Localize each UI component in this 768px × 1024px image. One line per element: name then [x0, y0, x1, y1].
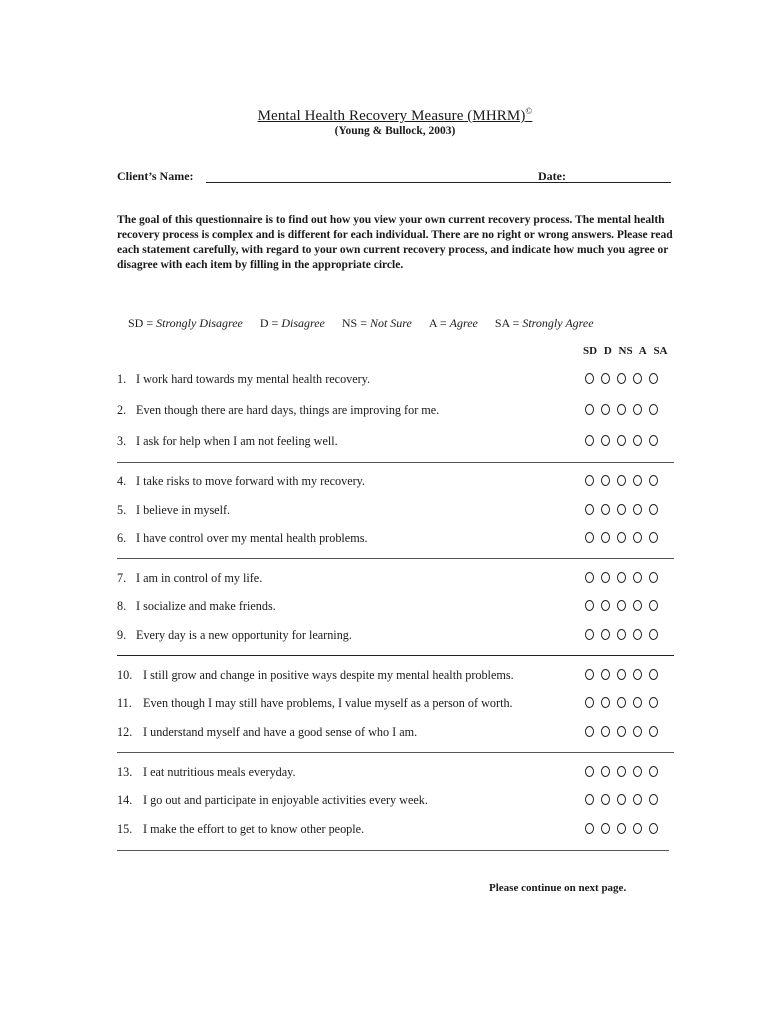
response-circle-sd[interactable] [585, 726, 594, 737]
response-circle-sa[interactable] [649, 600, 658, 611]
question-number: 9. [117, 628, 127, 642]
response-circle-a[interactable] [633, 532, 642, 543]
response-circle-ns[interactable] [617, 726, 626, 737]
response-circle-d[interactable] [601, 572, 610, 583]
response-circle-d[interactable] [601, 823, 610, 834]
question-text: I understand myself and have a good sense of who I am. [143, 725, 418, 739]
question-row [117, 503, 677, 519]
response-circle-sd[interactable] [585, 823, 594, 834]
response-options [585, 823, 658, 834]
question-row [117, 668, 677, 684]
page-subtitle: (Young & Bullock, 2003) [334, 125, 456, 137]
response-circle-sd[interactable] [585, 629, 594, 640]
question-text: I go out and participate in enjoyable activities every week. [143, 793, 428, 807]
response-circle-a[interactable] [633, 435, 642, 446]
question-text: I have control over my mental health problems. [136, 531, 368, 545]
response-circle-d[interactable] [601, 532, 610, 543]
question-text: I take risks to move forward with my recovery. [136, 474, 366, 488]
question-number: 15. [117, 822, 133, 836]
question-row [117, 822, 677, 838]
response-circle-sd[interactable] [585, 600, 594, 611]
response-circle-a[interactable] [633, 726, 642, 737]
response-options [585, 794, 658, 805]
question-text: I believe in myself. [136, 503, 231, 517]
question-text: I ask for help when I am not feeling well. [136, 434, 338, 448]
question-row [117, 765, 677, 781]
question-text: Even though there are hard days, things are improving for me. [136, 403, 440, 417]
response-circle-sd[interactable] [585, 572, 594, 583]
question-number: 11. [117, 696, 132, 710]
response-circle-sd[interactable] [585, 766, 594, 777]
response-circle-ns[interactable] [617, 373, 626, 384]
response-circle-sa[interactable] [649, 697, 658, 708]
response-circle-d[interactable] [601, 504, 610, 515]
question-number: 10. [117, 668, 133, 682]
response-circle-sd[interactable] [585, 504, 594, 515]
response-options [585, 572, 658, 583]
column-header-ns: NS [618, 345, 633, 357]
question-text: I still grow and change in positive ways despite my mental health problems. [143, 668, 514, 682]
question-number: 6. [117, 531, 127, 545]
response-circle-d[interactable] [601, 669, 610, 680]
continue-note: Please continue on next page. [489, 882, 627, 894]
response-circle-ns[interactable] [617, 794, 626, 805]
question-number: 8. [117, 599, 127, 613]
response-circle-a[interactable] [633, 600, 642, 611]
response-circle-a[interactable] [633, 697, 642, 708]
response-options [585, 766, 658, 777]
response-circle-ns[interactable] [617, 572, 626, 583]
legend-item-sa: SA = Strongly Agree [494, 316, 594, 330]
response-circle-a[interactable] [633, 504, 642, 515]
response-circle-sd[interactable] [585, 373, 594, 384]
response-options [585, 475, 658, 486]
question-row [117, 628, 677, 644]
response-options [585, 697, 658, 708]
question-text: I socialize and make friends. [136, 599, 276, 613]
page-title-text: Mental Health Recovery Measure (MHRM) [257, 108, 526, 124]
response-circle-sa[interactable] [649, 572, 658, 583]
response-circle-d[interactable] [601, 435, 610, 446]
client-name-label: Client’s Name: [117, 169, 194, 183]
response-circle-a[interactable] [633, 766, 642, 777]
section-divider [117, 558, 674, 559]
response-options [585, 669, 658, 680]
date-label: Date: [538, 169, 566, 183]
question-row [117, 793, 677, 809]
response-circle-a[interactable] [633, 373, 642, 384]
legend-item-ns: NS = Not Sure [341, 316, 412, 330]
response-circle-d[interactable] [601, 794, 610, 805]
response-circle-ns[interactable] [617, 629, 626, 640]
instructions-paragraph: The goal of this questionnaire is to find out how you view your own current recovery process. The mental health recovery process is complex and is different for each individual. There are no right or wrong answers. Please read each statement carefully, with regard to your own current recovery process, and indicate how much you agree or disagree with each item by filling in the appropriate circle. [117, 214, 673, 271]
question-row [117, 725, 677, 741]
response-circle-ns[interactable] [617, 532, 626, 543]
response-circle-sd[interactable] [585, 532, 594, 543]
question-text: I make the effort to get to know other people. [143, 822, 365, 836]
question-row [117, 696, 677, 712]
question-row [117, 372, 677, 388]
response-circle-ns[interactable] [617, 600, 626, 611]
question-number: 3. [117, 434, 127, 448]
question-row [117, 403, 677, 419]
response-options [585, 532, 658, 543]
response-circle-ns[interactable] [617, 669, 626, 680]
response-circle-sa[interactable] [649, 404, 658, 415]
section-divider [117, 655, 674, 656]
response-circle-ns[interactable] [617, 404, 626, 415]
response-options [585, 373, 658, 384]
question-number: 4. [117, 474, 127, 488]
response-options [585, 600, 658, 611]
legend-item-a: A = Agree [428, 316, 478, 330]
response-circle-sa[interactable] [649, 532, 658, 543]
question-number: 7. [117, 571, 127, 585]
response-circle-ns[interactable] [617, 766, 626, 777]
question-text: Every day is a new opportunity for learning. [136, 628, 352, 642]
response-circle-a[interactable] [633, 572, 642, 583]
question-number: 1. [117, 372, 127, 386]
question-row [117, 571, 677, 587]
question-number: 2. [117, 403, 127, 417]
response-circle-a[interactable] [633, 629, 642, 640]
response-circle-ns[interactable] [617, 435, 626, 446]
section-divider [117, 752, 674, 753]
response-circle-ns[interactable] [617, 697, 626, 708]
legend-item-sd: SD = Strongly Disagree [128, 316, 243, 330]
response-circle-sd[interactable] [585, 404, 594, 415]
response-circle-d[interactable] [601, 373, 610, 384]
response-options [585, 504, 658, 515]
question-number: 13. [117, 765, 133, 779]
response-circle-ns[interactable] [617, 823, 626, 834]
response-circle-sa[interactable] [649, 823, 658, 834]
question-number: 14. [117, 793, 133, 807]
response-circle-sa[interactable] [649, 766, 658, 777]
response-options [585, 629, 658, 640]
response-circle-sa[interactable] [649, 373, 658, 384]
response-circle-a[interactable] [633, 404, 642, 415]
question-row [117, 434, 677, 450]
response-circle-sd[interactable] [585, 475, 594, 486]
response-circle-sa[interactable] [649, 504, 658, 515]
response-circle-d[interactable] [601, 475, 610, 486]
question-row [117, 531, 677, 547]
legend-item-d: D = Disagree [259, 316, 325, 330]
response-circle-ns[interactable] [617, 475, 626, 486]
question-text: Even though I may still have problems, I value myself as a person of worth. [143, 696, 513, 710]
response-options [585, 435, 658, 446]
question-row [117, 599, 677, 615]
response-circle-d[interactable] [601, 726, 610, 737]
response-circle-sd[interactable] [585, 669, 594, 680]
response-circle-sd[interactable] [585, 435, 594, 446]
response-circle-a[interactable] [633, 475, 642, 486]
response-circle-sa[interactable] [649, 435, 658, 446]
response-circle-a[interactable] [633, 794, 642, 805]
response-circle-sa[interactable] [649, 475, 658, 486]
response-circle-sd[interactable] [585, 794, 594, 805]
column-header-a: A [638, 345, 647, 357]
question-text: I am in control of my life. [136, 571, 263, 585]
column-header-sd: SD [583, 345, 598, 357]
response-circle-sa[interactable] [649, 669, 658, 680]
section-divider [117, 850, 669, 851]
response-circle-d[interactable] [601, 697, 610, 708]
response-circle-sa[interactable] [649, 726, 658, 737]
response-options [585, 404, 658, 415]
response-circle-d[interactable] [601, 600, 610, 611]
response-circle-d[interactable] [601, 629, 610, 640]
question-number: 5. [117, 503, 127, 517]
question-text: I eat nutritious meals everyday. [143, 765, 296, 779]
column-header-d: D [603, 345, 612, 357]
response-circle-d[interactable] [601, 404, 610, 415]
response-circle-a[interactable] [633, 669, 642, 680]
question-number: 12. [117, 725, 133, 739]
response-circle-sd[interactable] [585, 697, 594, 708]
response-circle-d[interactable] [601, 766, 610, 777]
section-divider [117, 462, 674, 463]
question-text: I work hard towards my mental health recovery. [136, 372, 371, 386]
response-options [585, 726, 658, 737]
copyright-mark: © [525, 106, 533, 116]
response-circle-sa[interactable] [649, 629, 658, 640]
column-header-sa: SA [653, 345, 668, 357]
response-circle-sa[interactable] [649, 794, 658, 805]
question-row [117, 474, 677, 490]
response-circle-a[interactable] [633, 823, 642, 834]
response-circle-ns[interactable] [617, 504, 626, 515]
